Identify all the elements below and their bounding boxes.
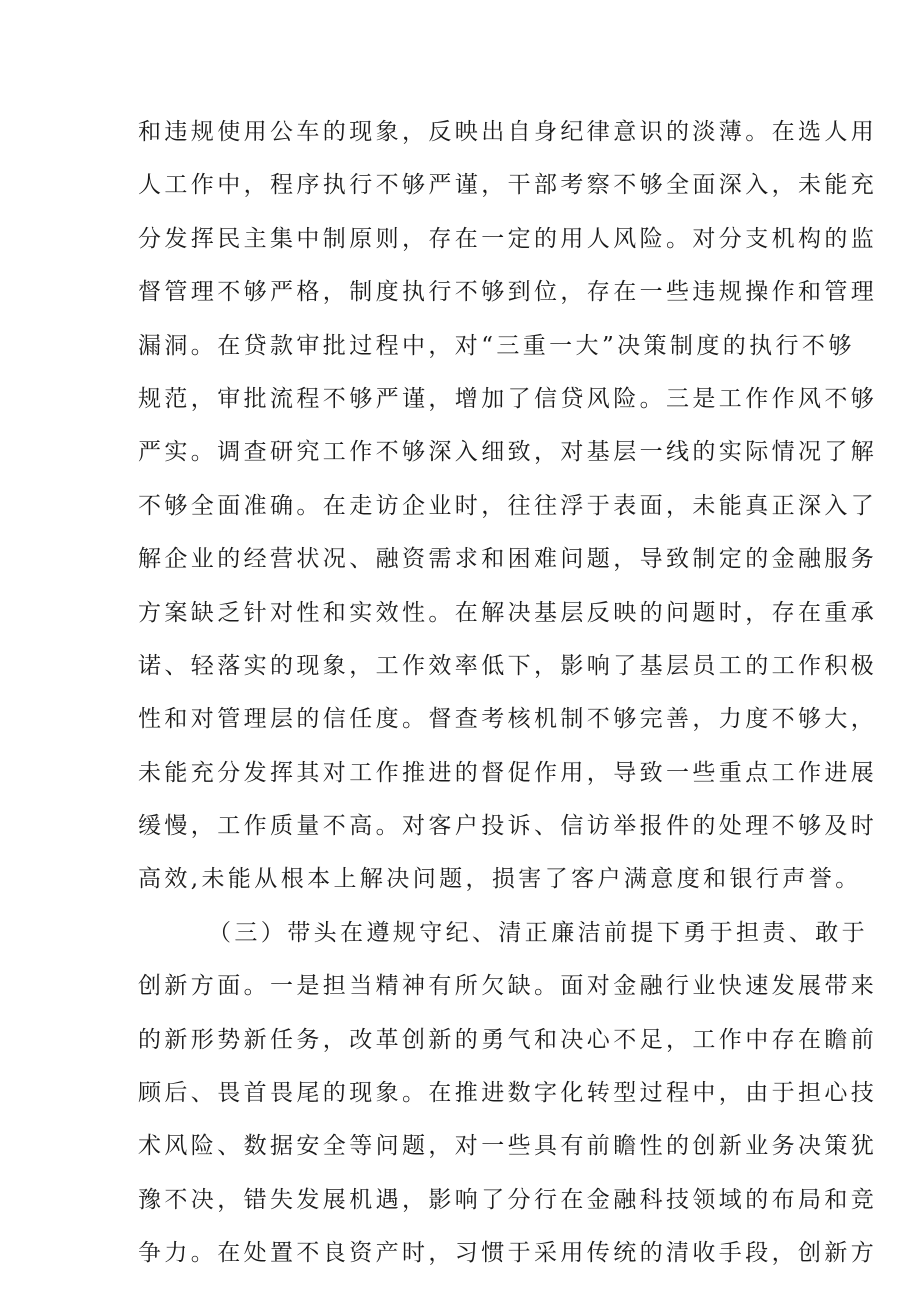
text-line: 严实。调查研究工作不够深入细致，对基层一线的实际情况了解 xyxy=(138,439,878,466)
text-line: 创新方面。一是担当精神有所欠缺。面对金融行业快速发展带来 xyxy=(138,973,878,1000)
text-line: 的新形势新任务，改革创新的勇气和决心不足，工作中存在瞻前 xyxy=(138,1026,878,1053)
text-line: 性和对管理层的信任度。督查考核机制不够完善，力度不够大， xyxy=(138,706,878,733)
text-line: 漏洞。在贷款审批过程中，对“三重一大”决策制度的执行不够 xyxy=(138,332,855,359)
text-line: 未能充分发挥其对工作推进的督促作用，导致一些重点工作进展 xyxy=(138,759,878,786)
text-line: 争力。在处置不良资产时，习惯于采用传统的清收手段，创新方 xyxy=(138,1240,878,1267)
text-line: 豫不决，错失发展机遇，影响了分行在金融科技领域的布局和竞 xyxy=(138,1186,878,1213)
text-line: 缓慢，工作质量不高。对客户投诉、信访举报件的处理不够及时 xyxy=(138,813,878,840)
section-heading-line: （三）带头在遵规守纪、清正廉洁前提下勇于担责、敢于 xyxy=(208,919,868,946)
text-line: 方案缺乏针对性和实效性。在解决基层反映的问题时，存在重承 xyxy=(138,599,878,626)
text-line: 顾后、畏首畏尾的现象。在推进数字化转型过程中，由于担心技 xyxy=(138,1080,878,1107)
text-line: 高效,未能从根本上解决问题，损害了客户满意度和银行声誉。 xyxy=(138,866,862,893)
text-line: 督管理不够严格，制度执行不够到位，存在一些违规操作和管理 xyxy=(138,279,878,306)
text-line: 规范，审批流程不够严谨，增加了信贷风险。三是工作作风不够 xyxy=(138,385,878,412)
text-line: 不够全面准确。在走访企业时，往往浮于表面，未能真正深入了 xyxy=(138,492,878,519)
text-line: 诺、轻落实的现象，工作效率低下，影响了基层员工的工作积极 xyxy=(138,652,878,679)
text-line: 人工作中，程序执行不够严谨，干部考察不够全面深入，未能充 xyxy=(138,172,878,199)
text-line: 术风险、数据安全等问题，对一些具有前瞻性的创新业务决策犹 xyxy=(138,1133,878,1160)
text-line: 解企业的经营状况、融资需求和困难问题，导致制定的金融服务 xyxy=(138,546,878,573)
text-line: 分发挥民主集中制原则，存在一定的用人风险。对分支机构的监 xyxy=(138,225,878,252)
text-line: 和违规使用公车的现象，反映出自身纪律意识的淡薄。在选人用 xyxy=(138,119,878,145)
body-text xyxy=(138,106,878,1281)
